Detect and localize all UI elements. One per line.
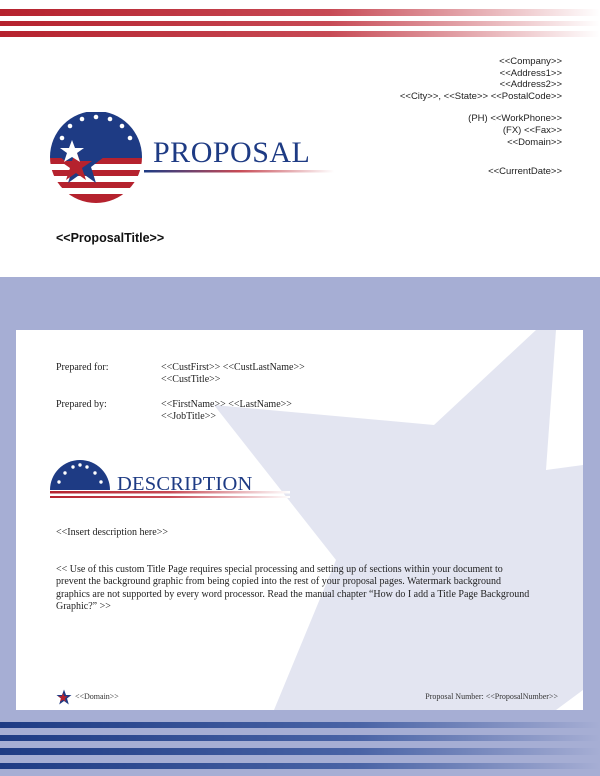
- star-icon: [56, 689, 72, 705]
- proposal-number: Proposal Number: <<ProposalNumber>>: [425, 692, 558, 701]
- prepared-for-title: <<CustTitle>>: [161, 374, 221, 385]
- current-date: <<CurrentDate>>: [488, 166, 562, 178]
- prepared-by-label: Prepared by:: [56, 399, 107, 410]
- city-state-postal: <<City>>, <<State>> <<PostalCode>>: [399, 90, 562, 102]
- company-name: <<Company>>: [499, 56, 562, 67]
- fax: (FX) <<Fax>>: [502, 124, 562, 136]
- prepared-for-label: Prepared for:: [56, 362, 109, 373]
- address-line-1: <<Address1>>: [499, 67, 562, 79]
- domain: <<Domain>>: [507, 136, 562, 148]
- bottom-stripes: [0, 718, 600, 776]
- description-heading: DESCRIPTION: [117, 473, 253, 495]
- work-phone: (PH) <<WorkPhone>>: [468, 113, 562, 125]
- proposal-heading: PROPOSAL: [153, 136, 311, 169]
- address-line-2: <<Address2>>: [499, 79, 562, 91]
- prepared-by-name: <<FirstName>> <<LastName>>: [161, 399, 292, 410]
- content-panel: [16, 330, 583, 710]
- star-watermark: [16, 330, 583, 710]
- prepared-for-name: <<CustFirst>> <<CustLastName>>: [161, 362, 305, 373]
- proposal-title: <<ProposalTitle>>: [56, 231, 165, 245]
- company-info: [400, 56, 562, 178]
- footer-domain: <<Domain>>: [75, 692, 119, 701]
- prepared-by-title: <<JobTitle>>: [161, 411, 216, 422]
- top-stripes: [0, 0, 600, 40]
- description-insert: <<Insert description here>>: [56, 527, 168, 538]
- description-body: << Use of this custom Title Page requires special processing and setting up of sections within your document to prevent the background graphic from being copied into the rest of your proposal pages. Watermark background graphics are not supported by every word processor. Read the manual chapter “How do I add a Title Page Background Graphic?” >>: [56, 564, 530, 613]
